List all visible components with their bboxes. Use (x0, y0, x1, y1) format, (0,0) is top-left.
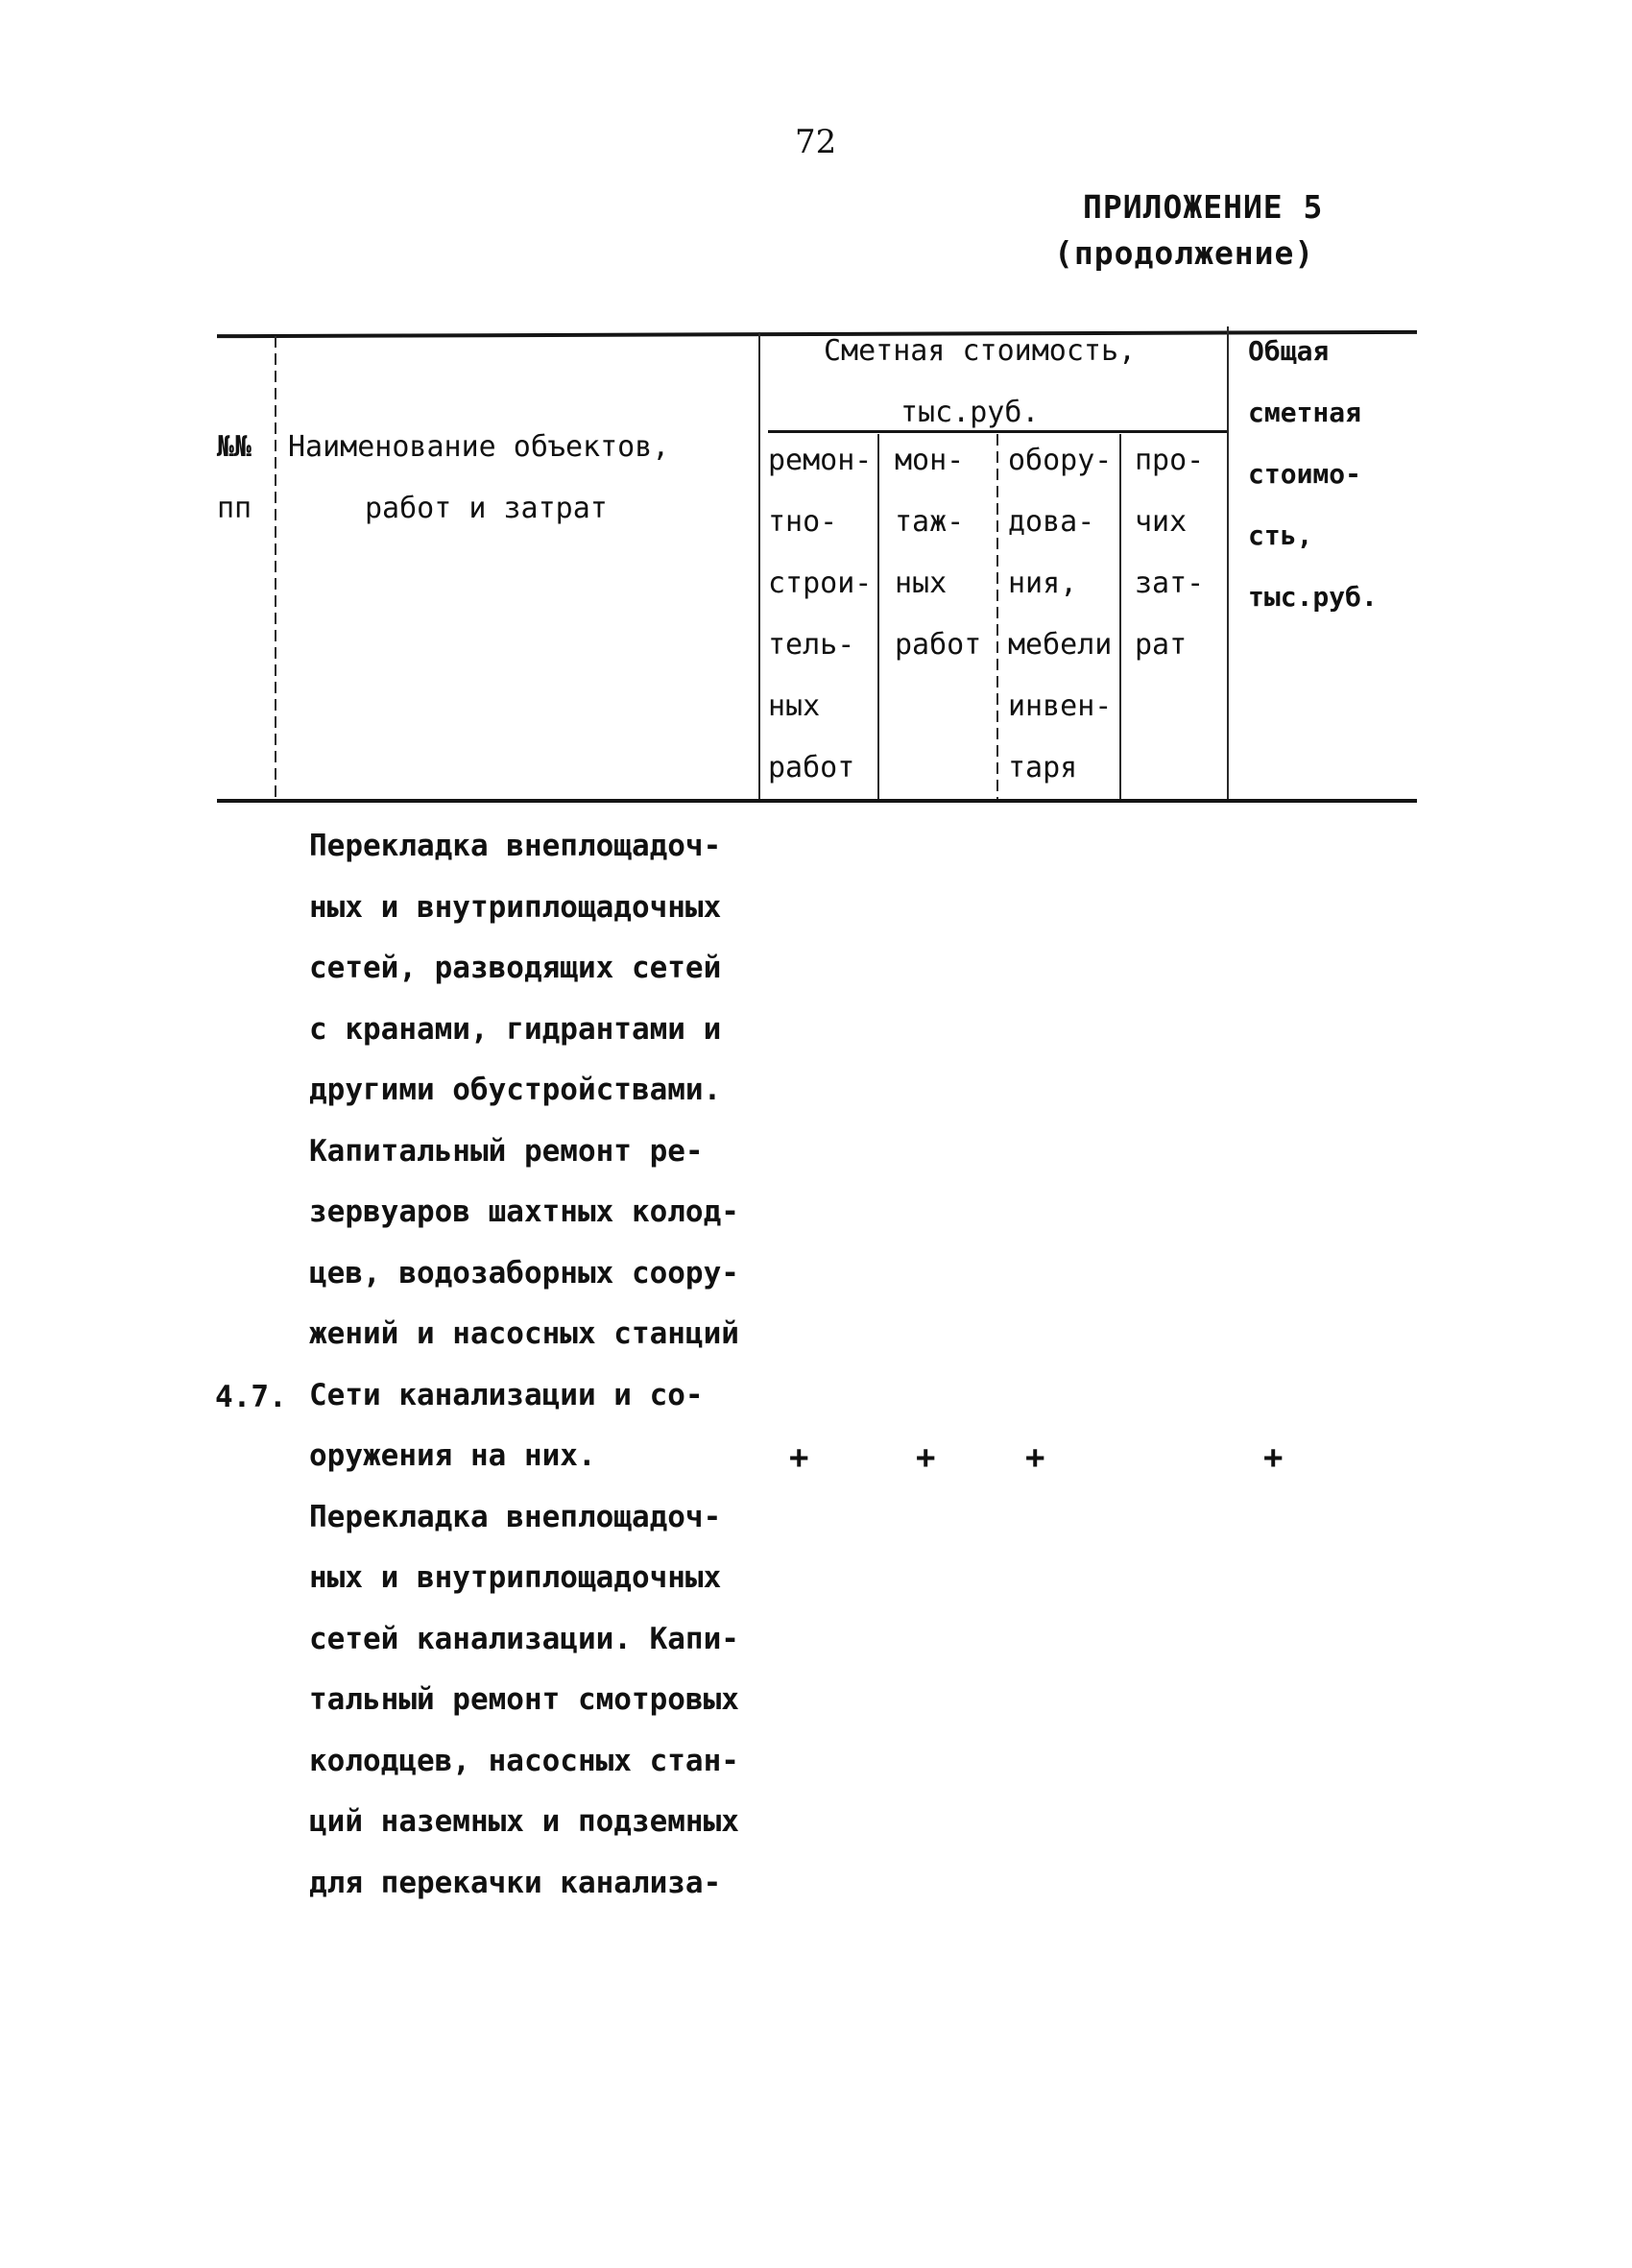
header-total-line: стоимо- (1248, 458, 1362, 490)
header-subcol-line: ремон- (768, 444, 873, 477)
header-subcol-line: тель- (768, 628, 855, 662)
header-subcol-line: работ (895, 628, 982, 662)
appendix-title: ПРИЛОЖЕНИЕ 5 (1083, 188, 1324, 226)
body-line: ных и внутриплощадочных (309, 889, 722, 925)
header-subcol-repair (768, 430, 872, 799)
body-line: жений и насосных станций (309, 1316, 739, 1351)
mark-total: + (1263, 1438, 1284, 1477)
header-total-col (1248, 321, 1378, 628)
header-num-line: №№ (217, 430, 252, 464)
body-line: другими обустройствами. (309, 1073, 722, 1107)
header-group-title (824, 321, 1136, 444)
header-num-col (217, 417, 252, 540)
table-header-bottom-rule (217, 799, 1417, 803)
header-subcol-other (1135, 430, 1204, 676)
body-line: тальный ремонт смотровых (309, 1682, 739, 1717)
column-divider (1227, 326, 1229, 799)
column-divider (877, 434, 879, 799)
table-top-rule (217, 330, 1417, 338)
header-subcol-line: чих (1135, 505, 1188, 539)
header-subcol-line: таря (1008, 751, 1078, 784)
header-subcol-line: ния, (1008, 567, 1078, 600)
body-line: сетей канализации. Капи- (309, 1621, 739, 1656)
header-subcol-line: работ (768, 751, 855, 784)
header-subcol-line: обору- (1008, 444, 1113, 477)
header-num-line: пп (217, 492, 252, 525)
header-total-line: тыс.руб. (1248, 581, 1378, 613)
mark-equipment: + (1025, 1438, 1045, 1477)
column-divider (1119, 434, 1121, 799)
header-group-line: тыс.руб. (900, 396, 1040, 429)
header-name-line: Наименование объектов, (288, 430, 670, 464)
body-line: сетей, разводящих сетей (309, 951, 722, 985)
page-number: 72 (795, 123, 837, 161)
header-name-col (288, 417, 669, 540)
header-total-line: Общая (1248, 335, 1330, 367)
body-line: Перекладка внеплощадоч- (309, 829, 722, 863)
header-subcol-equipment (1008, 430, 1112, 799)
item-number: 4.7. (215, 1380, 287, 1414)
body-line: цев, водозаборных соору- (309, 1255, 739, 1291)
header-subcol-line: строи- (768, 567, 873, 600)
header-subcol-line: ных (768, 689, 821, 723)
column-divider (758, 332, 760, 799)
body-line: ных и внутриплощадочных (309, 1560, 722, 1595)
body-line: Сети канализации и со- (309, 1377, 704, 1412)
header-name-line: работ и затрат (365, 492, 608, 525)
body-line: ций наземных и подземных (309, 1804, 739, 1839)
body-line: колодцев, насосных стан- (309, 1743, 739, 1778)
table-body-text (309, 816, 739, 1914)
body-line: зервуаров шахтных колод- (309, 1194, 739, 1229)
column-divider (996, 434, 998, 799)
mark-installation: + (916, 1438, 936, 1477)
body-line: Перекладка внеплощадоч- (309, 1499, 722, 1534)
header-total-line: сметная (1248, 397, 1362, 428)
header-subcol-line: зат- (1135, 567, 1205, 600)
header-subcol-line: инвен- (1008, 689, 1113, 723)
header-subcol-installation (895, 430, 981, 676)
body-line: оружения на них. (309, 1438, 596, 1473)
header-subcol-line: рат (1135, 628, 1188, 662)
header-subcol-line: таж- (895, 505, 965, 539)
header-subcol-line: мебели (1008, 628, 1113, 662)
header-subcol-line: мон- (895, 444, 965, 477)
appendix-subtitle: (продолжение) (1054, 234, 1315, 272)
header-total-line: сть, (1248, 519, 1313, 551)
body-line: Капитальный ремонт ре- (309, 1133, 704, 1169)
header-subcol-line: дова- (1008, 505, 1095, 539)
header-group-line: Сметная стоимость, (824, 334, 1137, 368)
body-line: для перекачки канализа- (309, 1865, 722, 1900)
header-subcol-line: ных (895, 567, 948, 600)
body-line: с кранами, гидрантами и (309, 1011, 722, 1047)
column-divider (275, 336, 276, 799)
mark-repair: + (789, 1438, 809, 1477)
header-subcol-line: про- (1135, 444, 1205, 477)
header-subcol-line: тно- (768, 505, 838, 539)
